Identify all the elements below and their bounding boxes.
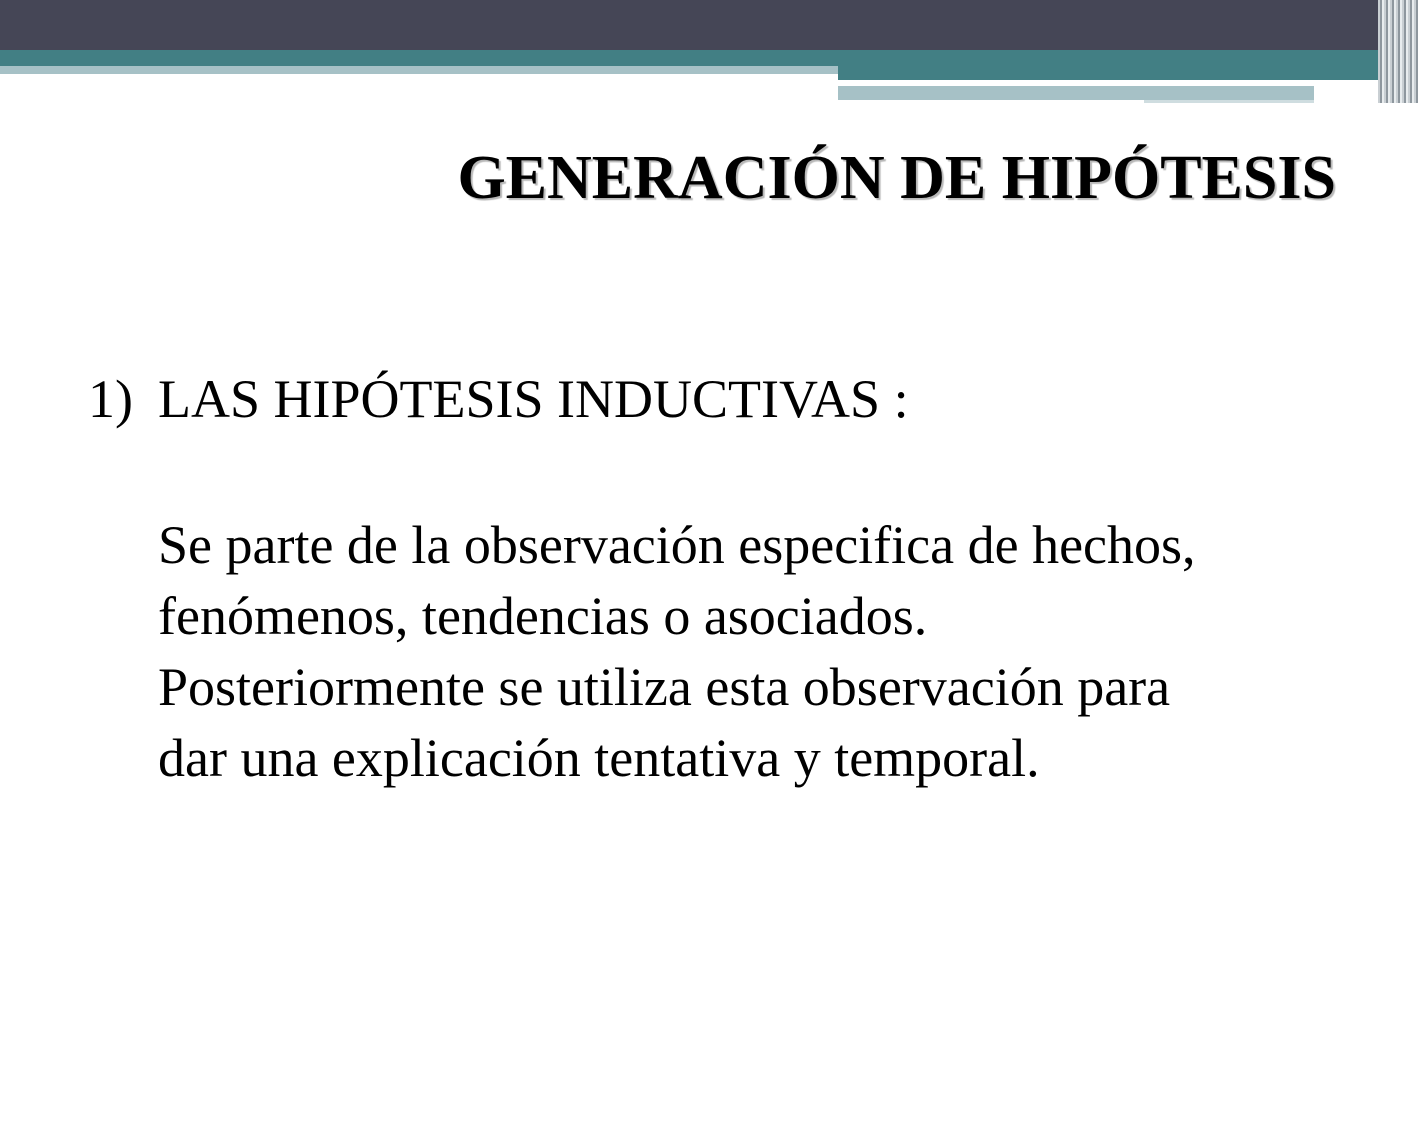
body-line: Se parte de la observación especifica de hechos, [158, 515, 1196, 575]
header-band-teal-right [838, 66, 1418, 80]
header-edge-stripes [1378, 0, 1418, 103]
body-line: Posteriormente se utiliza esta observación para [158, 657, 1171, 717]
header-band-light-tail [1144, 100, 1314, 103]
body-line: fenómenos, tendencias o asociados. [158, 586, 928, 646]
list-item-body [158, 510, 1348, 794]
list-item-number: 1) [88, 369, 133, 429]
header-band-dark [0, 0, 1418, 50]
header-band-light-right [838, 86, 1314, 100]
header-band-teal [0, 50, 1418, 66]
list-item-heading: LAS HIPÓTESIS INDUCTIVAS : [158, 369, 909, 429]
slide-title: GENERACIÓN DE HIPÓTESIS [457, 144, 1336, 212]
body-line: dar una explicación tentativa y temporal. [158, 728, 1040, 788]
header-band-light-left [0, 66, 838, 74]
